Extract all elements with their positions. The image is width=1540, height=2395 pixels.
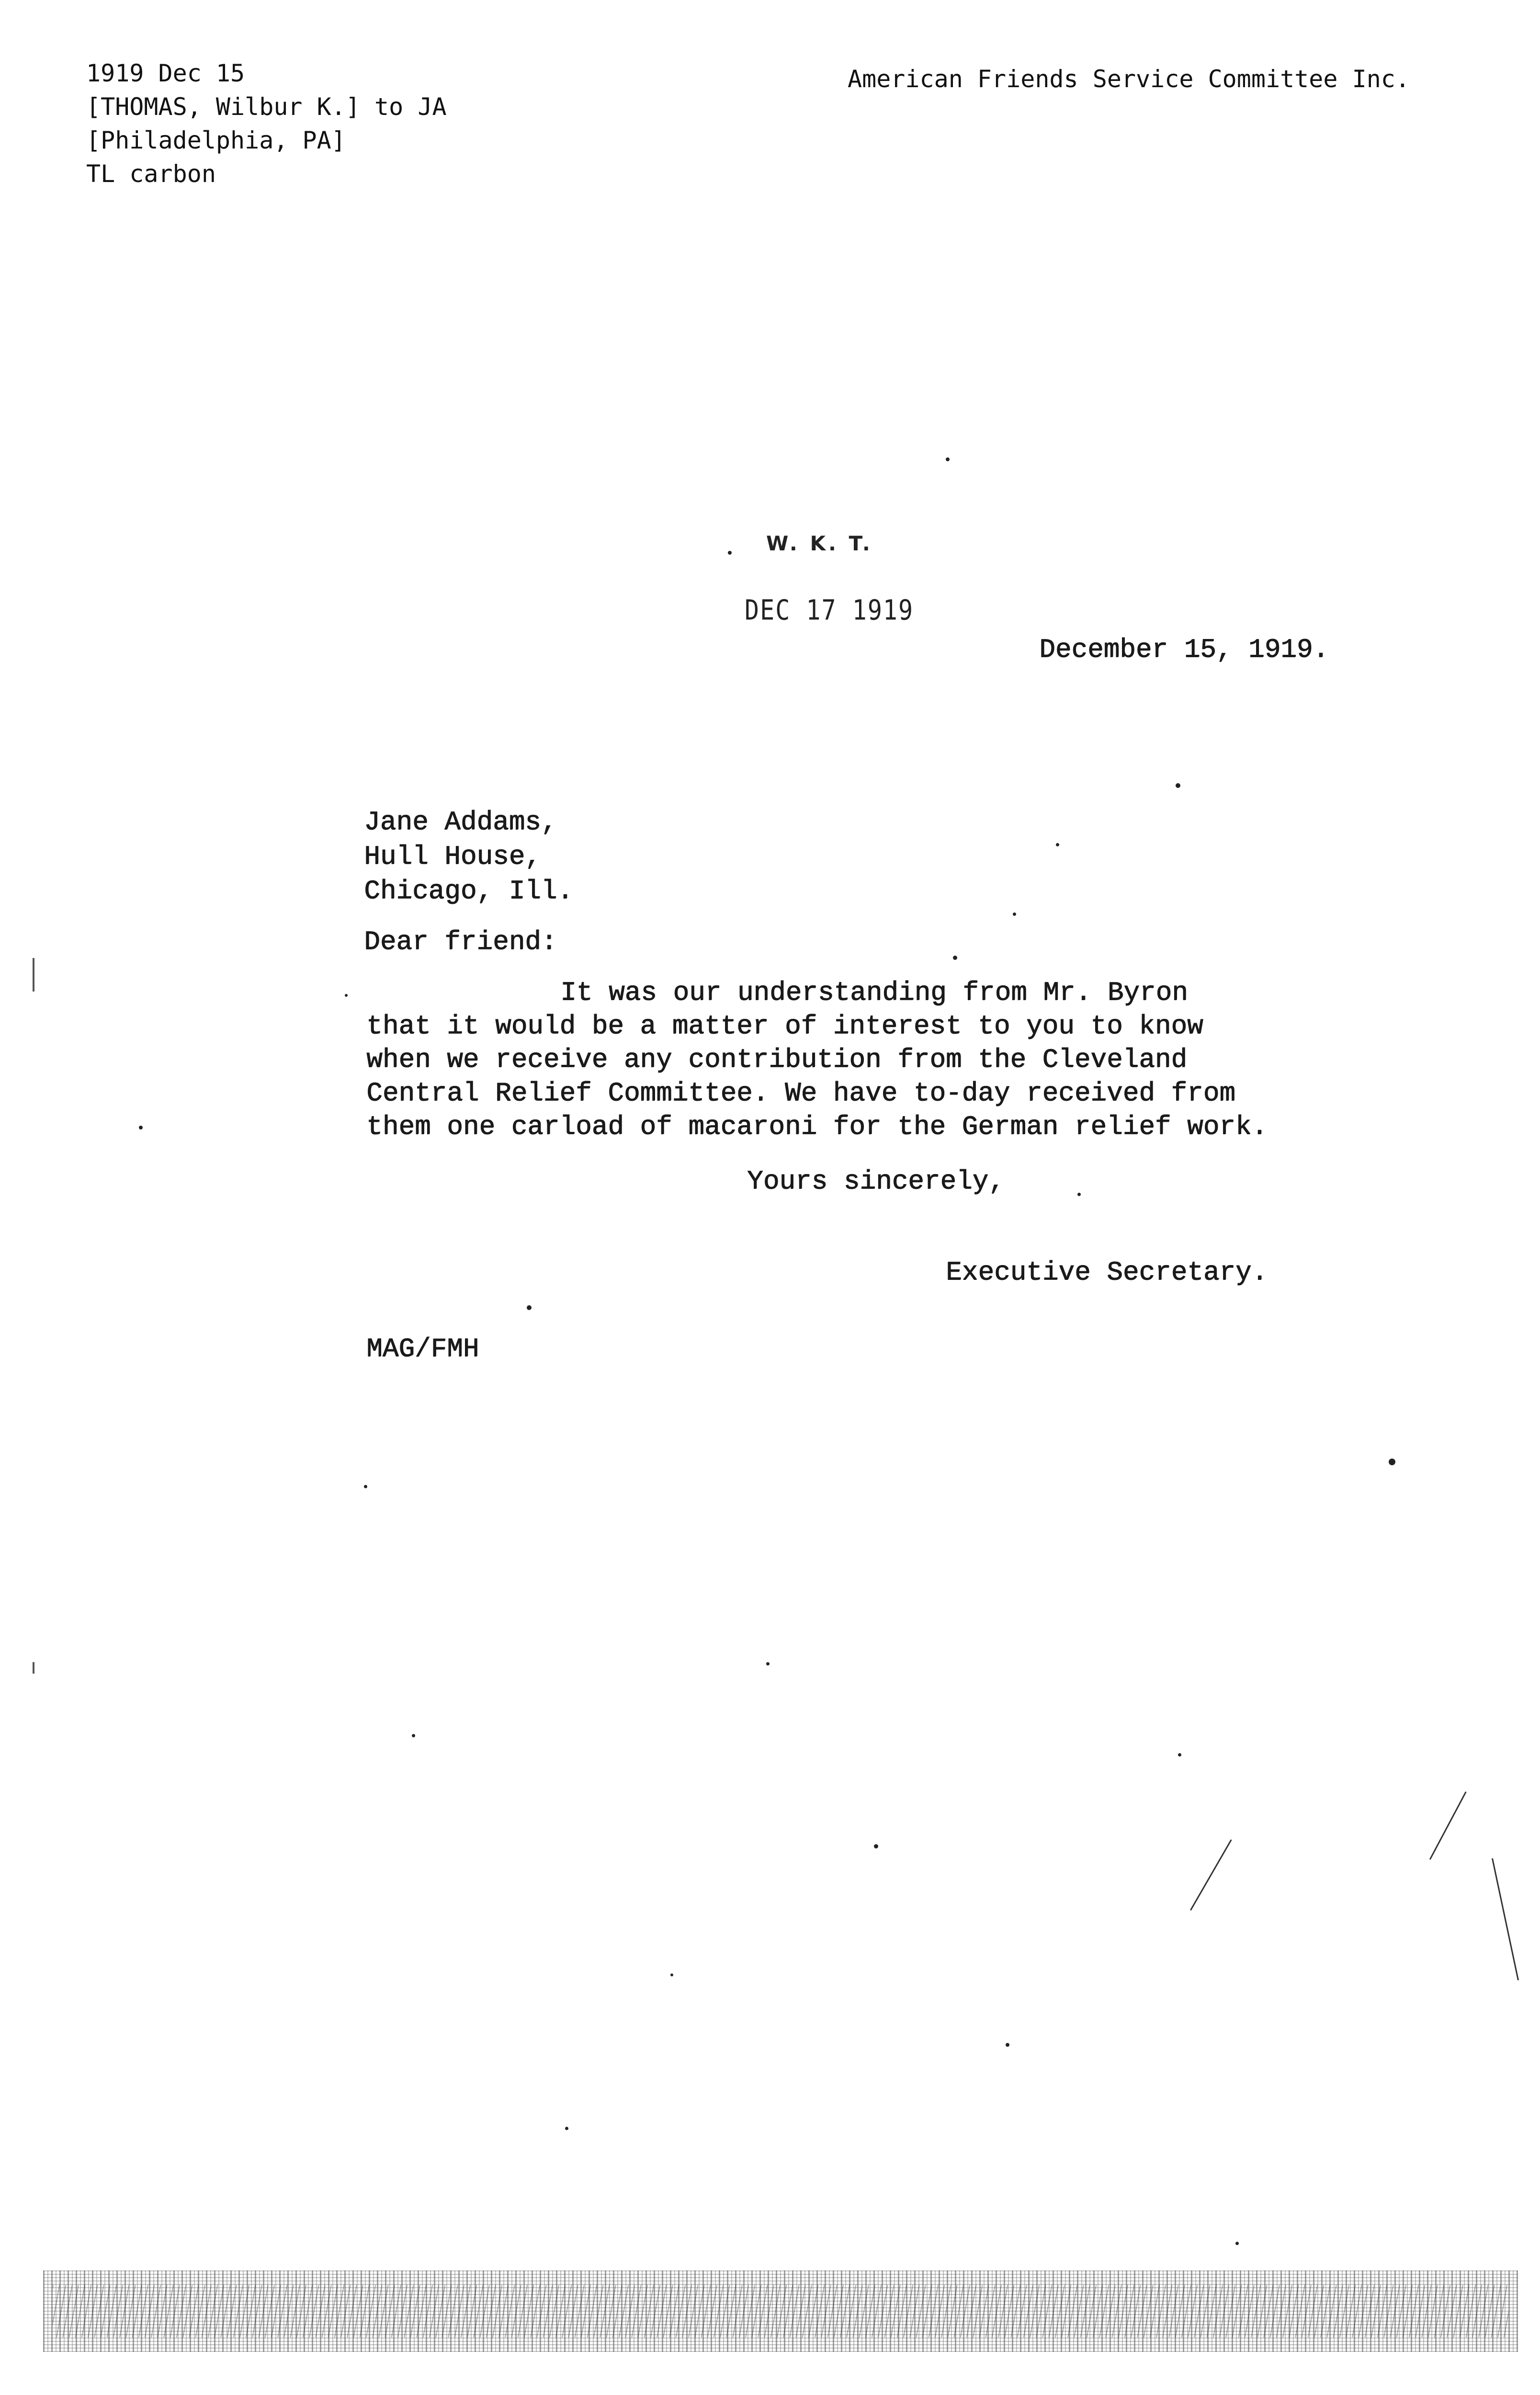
body-line: Central Relief Committee. We have to-day received from: [366, 1078, 1235, 1108]
archive-note-line: 1919 Dec 15: [86, 59, 245, 87]
stamp-date: DEC 17 1919: [745, 594, 914, 627]
body-line: when we receive any contribution from the Cleveland: [366, 1044, 1187, 1075]
reference-initials: MAG/FMH: [366, 1334, 479, 1364]
body-line: It was our understanding from Mr. Byron: [560, 977, 1188, 1008]
signature-title: Executive Secretary.: [946, 1257, 1268, 1288]
recipient-line: Jane Addams,: [364, 807, 557, 837]
stamp-initials: W. K. T.: [766, 532, 873, 555]
archive-note-line: TL carbon: [86, 160, 216, 188]
recipient-address: [364, 805, 573, 908]
edge-scratches: [1446, 1782, 1518, 2060]
scan-noise-band: [53, 2285, 1508, 2338]
recipient-line: Chicago, Ill.: [364, 876, 573, 906]
archive-note-line: [THOMAS, Wilbur K.] to JA: [86, 93, 447, 121]
organization-name: American Friends Service Committee Inc.: [848, 65, 1410, 93]
archive-note: [86, 57, 447, 191]
body-line: that it would be a matter of interest to you to know: [366, 1011, 1203, 1041]
salutation: Dear friend:: [364, 926, 557, 957]
body-line: them one carload of macaroni for the German relief work.: [366, 1111, 1268, 1142]
letter-date: December 15, 1919.: [1039, 634, 1329, 665]
archive-note-line: [Philadelphia, PA]: [86, 126, 346, 154]
recipient-line: Hull House,: [364, 841, 541, 872]
closing: Yours sincerely,: [747, 1166, 1005, 1197]
